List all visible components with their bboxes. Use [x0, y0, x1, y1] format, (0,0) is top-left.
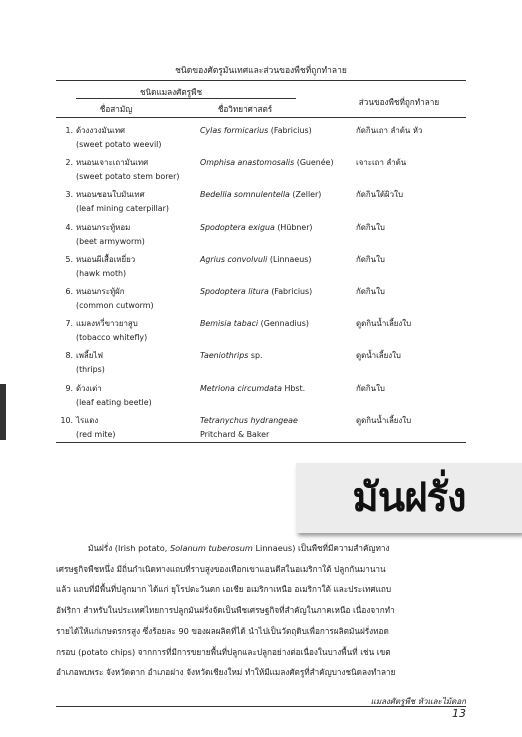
paragraph-italic-text: Solanum tuberosum: [169, 543, 253, 553]
common-name: [76, 188, 198, 216]
scientific-name: [200, 317, 350, 331]
scientific-author: (Gennadius): [260, 319, 309, 329]
common-name: [76, 382, 198, 410]
col-common-header: ชื่อสามัญ: [99, 104, 133, 114]
row-number: 3.: [65, 190, 73, 200]
common-name: [76, 253, 198, 281]
scientific-author: (Guenée): [296, 158, 334, 168]
scientific-binomial: Bedellia somnulentella: [200, 190, 290, 200]
common-name-english: (leaf eating beetle): [76, 397, 152, 407]
scientific-name: [200, 414, 350, 442]
paragraph-text: Linnaeus) เป็นพืชที่มีความสำคัญทาง: [252, 543, 390, 553]
row-number: 10.: [60, 415, 73, 425]
scientific-author: (Fabricius): [270, 126, 312, 135]
chapter-tab-marker: [0, 384, 6, 440]
table-row: [56, 414, 466, 446]
common-name-english: (thrips): [76, 365, 105, 375]
paragraph-text: มันฝรั่ง (Irish potato,: [88, 543, 170, 553]
paragraph-line: อำเภอพบพระ จังหวัดตาก อำเภอฝาง จังหวัดเชียงใหม่ ทำให้มีแมลงศัตรูที่สำคัญบางชนิดลงทำลาย: [56, 667, 396, 678]
common-name-english: (tobacco whitefly): [76, 333, 148, 343]
scientific-name: [200, 253, 350, 267]
scientific-name: [200, 188, 350, 202]
scientific-binomial: Metriona circumdata: [200, 383, 282, 393]
scientific-binomial: Cylas formicarius: [200, 126, 269, 135]
row-number: 4.: [65, 222, 73, 232]
footer-rule: [56, 706, 466, 707]
footer-book-title: แมลงศัตรูพืช หัวและไม้ดอก: [370, 697, 466, 706]
row-number: 8.: [65, 351, 73, 361]
row-number: 5.: [65, 254, 73, 264]
scientific-name: [200, 221, 350, 235]
table-bottom-rule: [56, 442, 466, 443]
common-name: [76, 156, 198, 184]
damaged-part: กัดกินใบ: [356, 254, 385, 264]
table-row: [56, 382, 466, 414]
scientific-author: (Hübner): [277, 222, 313, 232]
group-header-rule: [76, 98, 296, 99]
row-number: 7.: [65, 319, 73, 329]
row-number: 9.: [65, 383, 73, 393]
common-name-english: (common cutworm): [76, 301, 154, 310]
damaged-part: ดูดกินน้ำเลี้ยงใบ: [356, 415, 412, 425]
common-name-thai: ด้วงเต่า: [76, 383, 102, 393]
common-name: [76, 124, 198, 152]
scientific-name: [200, 156, 350, 170]
scientific-name: [200, 124, 350, 138]
scientific-name: [200, 285, 350, 299]
scientific-name: [200, 349, 350, 363]
scientific-binomial: Agrius convolvuli: [200, 254, 268, 264]
damaged-part: กัดกินใบ: [356, 287, 385, 296]
common-name-thai: หนอนผีเสื้อเหยี่ยว: [76, 254, 136, 264]
group-header: ชนิดแมลงศัตรูพืช: [139, 87, 203, 97]
common-name-thai: แมลงหวี่ขาวยาสูบ: [76, 319, 138, 329]
damaged-part: ดูดน้ำเลี้ยงใบ: [356, 351, 401, 361]
common-name: [76, 285, 198, 313]
col-damage-header: ส่วนของพืชที่ถูกทำลาย: [358, 97, 440, 107]
damaged-part: กัดกินใต้ผิวใบ: [356, 190, 403, 200]
paragraph-line: กรอบ (potato chips) จากการที่มีการขยายพื้นที่ปลูกและปลูกอย่างต่อเนื่องในบางพื้นที่ เช่น เขต: [56, 646, 391, 657]
damaged-part: ดูดกินน้ำเลี้ยงใบ: [356, 319, 412, 329]
common-name-english: (red mite): [76, 429, 116, 439]
table-row: [56, 221, 466, 253]
common-name-english: (hawk moth): [76, 268, 127, 278]
table-row: [56, 285, 466, 317]
common-name-thai: หนอนเจาะเถามันเทศ: [76, 158, 149, 168]
table-row: [56, 156, 466, 188]
table-row: [56, 124, 466, 156]
scientific-binomial: Bemisia tabaci: [200, 319, 259, 329]
table-row: [56, 349, 466, 381]
scientific-author: (Zeller): [292, 190, 322, 200]
damaged-part: กัดกินใบ: [356, 383, 385, 393]
common-name-english: (sweet potato stem borer): [76, 172, 180, 182]
scientific-binomial: Taeniothrips: [200, 351, 249, 361]
damaged-part: กัดกินเถา ลำต้น หัว: [356, 126, 423, 135]
row-number: 1.: [65, 126, 73, 135]
table-row: [56, 253, 466, 285]
common-name: [76, 317, 198, 345]
table-row: [56, 188, 466, 220]
body-paragraph: [56, 538, 466, 683]
scientific-binomial: Spodoptera litura: [200, 287, 269, 296]
scientific-binomial: Omphisa anastomosalis: [200, 158, 295, 168]
common-name: [76, 221, 198, 249]
common-name-thai: เพลี้ยไฟ: [76, 351, 103, 361]
paragraph-line: รายได้ให้แก่เกษตรกรสูง ซึ่งร้อยละ 90 ของผลผลิตที่ได้ นำไปเป็นวัตถุดิบเพื่อการผลิตมันฝรั่งทอด: [56, 625, 389, 636]
scientific-author: (Linnaeus): [269, 254, 312, 264]
common-name-english: (beet armyworm): [76, 236, 145, 246]
scientific-binomial: Spodoptera exigua: [200, 222, 275, 232]
paragraph-line: แล้ว แถบที่มีพื้นที่ปลูกมาก ได้แก่ ยุโรปตะวันตก เอเชีย อเมริกาเหนือ อเมริกาใต้ และประเทศแถบ: [56, 584, 392, 595]
common-name-english: (leaf mining caterpillar): [76, 204, 169, 214]
common-name-thai: ไรแดง: [76, 415, 99, 425]
col-scientific-header: ชื่อวิทยาศาสตร์: [217, 104, 273, 114]
scientific-name: [200, 382, 350, 396]
section-title: มันฝรั่ง: [352, 475, 466, 521]
page-number: 13: [452, 707, 466, 720]
table-caption: ชนิดของศัตรูมันเทศและส่วนของพืชที่ถูกทำลาย: [175, 66, 347, 76]
scientific-author: (Fabricius): [271, 287, 313, 296]
common-name: [76, 414, 198, 442]
paragraph-line: เศรษฐกิจพืชหนึ่ง มีถิ่นกำเนิดทางแถบที่ราบสูงของเทือกเขาแอนดีสในอเมริกาใต้ ปลูกกันมานาน: [56, 563, 386, 574]
table-header-rule: [56, 117, 466, 118]
table-row: [56, 317, 466, 349]
damaged-part: กัดกินใบ: [356, 222, 385, 232]
damaged-part: เจาะเถา ลำต้น: [356, 158, 407, 168]
common-name-thai: ด้วงงวงมันเทศ: [76, 126, 126, 135]
common-name-thai: หนอนกระทู้ผัก: [76, 287, 125, 296]
scientific-binomial: Tetranychus hydrangeae: [200, 415, 298, 425]
scientific-author: Pritchard & Baker: [200, 429, 270, 439]
table-top-rule: [56, 80, 466, 81]
scientific-author: Hbst.: [284, 383, 306, 393]
paragraph-line: อัฟริกา สำหรับในประเทศไทยการปลูกมันฝรั่งจัดเป็นพืชเศรษฐกิจที่สำคัญในภาคเหนือ เนื่องจากทำ: [56, 605, 395, 616]
row-number: 2.: [65, 158, 73, 168]
common-name-english: (sweet potato weevil): [76, 140, 162, 149]
common-name-thai: หนอนกระทู้หอม: [76, 222, 131, 232]
row-number: 6.: [65, 287, 73, 296]
scientific-author: sp.: [250, 351, 263, 361]
common-name-thai: หนอนชอนใบมันเทศ: [76, 190, 145, 200]
paragraph-line: [56, 538, 466, 559]
common-name: [76, 349, 198, 377]
